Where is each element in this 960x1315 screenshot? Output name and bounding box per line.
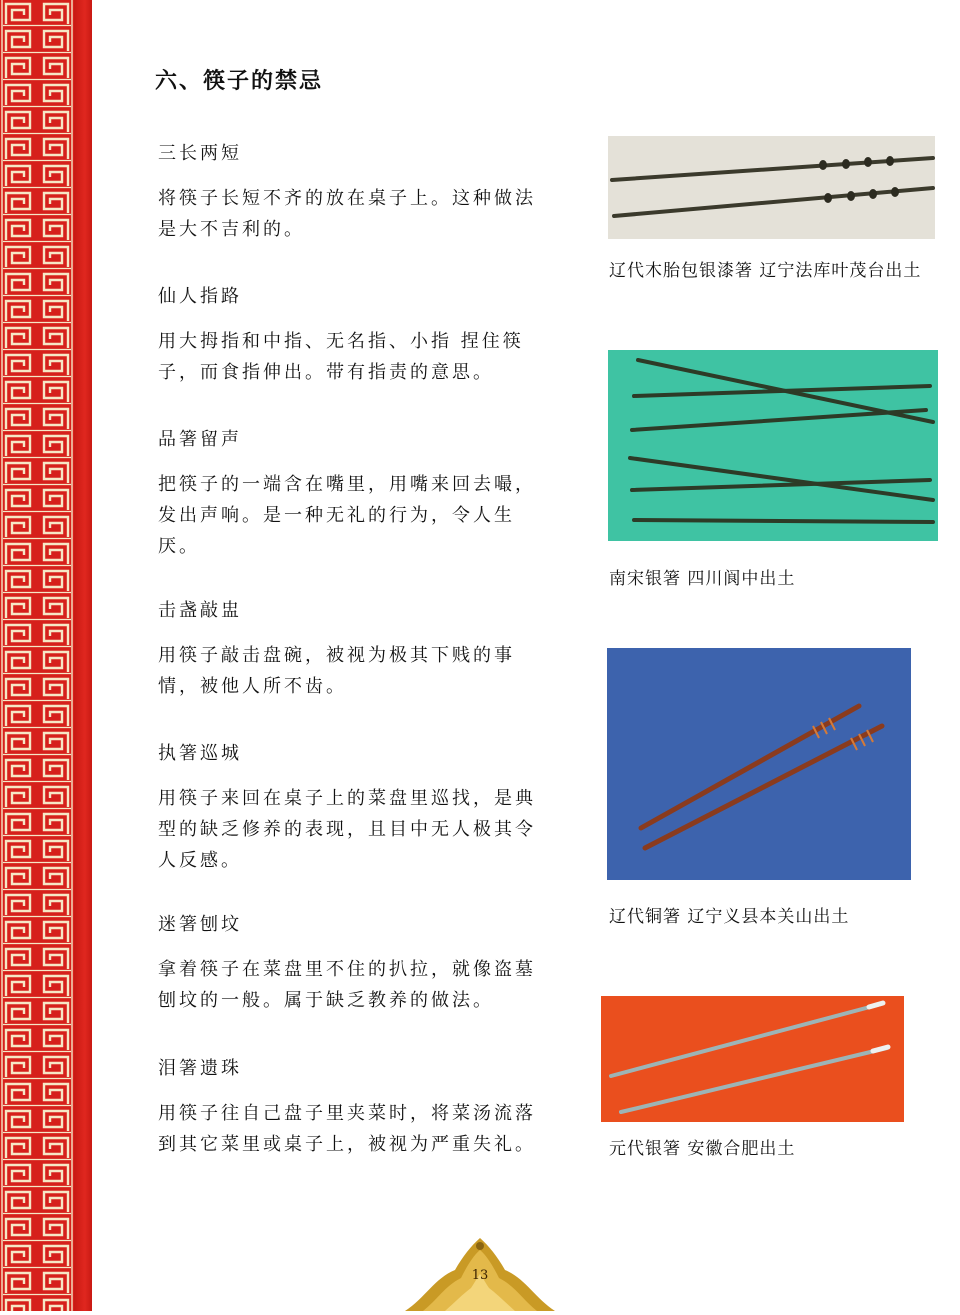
photo-caption: 元代银箸 安徽合肥出土 [609, 1139, 796, 1159]
desc-line: 子，而食指伸出。带有指责的意思。 [158, 362, 494, 383]
taboo-item [158, 1054, 543, 1160]
desc-line: 到其它菜里或桌子上，被视为严重失礼。 [158, 1134, 536, 1155]
photo-song-silver-chopsticks [608, 350, 938, 541]
taboo-item [158, 910, 543, 1016]
desc-line: 拿着筷子在菜盘里不住的扒拉，就像盗墓 [158, 959, 536, 980]
taboo-name: 执箸巡城 [158, 743, 242, 764]
taboo-name: 迷箸刨坟 [158, 914, 242, 935]
desc-line: 用大拇指和中指、无名指、小指 捏住筷 [158, 331, 524, 352]
taboo-description [158, 1098, 543, 1160]
photo-caption: 辽代铜箸 辽宁义县本关山出土 [609, 907, 850, 927]
taboo-name: 仙人指路 [158, 286, 242, 307]
taboo-item [158, 282, 543, 388]
taboo-item [158, 596, 543, 702]
desc-line: 厌。 [158, 536, 200, 557]
photo-caption: 南宋银箸 四川阆中出土 [609, 569, 796, 589]
taboo-name: 三长两短 [158, 143, 242, 164]
desc-line: 用筷子来回在桌子上的菜盘里巡找，是典 [158, 788, 536, 809]
greek-key-pattern [0, 0, 74, 1311]
desc-line: 是大不吉利的。 [158, 219, 305, 240]
taboo-description [158, 326, 543, 388]
photo-liao-bronze-chopsticks [607, 648, 911, 880]
taboo-name: 品箸留声 [158, 429, 242, 450]
desc-line: 刨坟的一般。属于缺乏教养的做法。 [158, 990, 494, 1011]
taboo-name: 击盏敲盅 [158, 600, 242, 621]
taboo-description [158, 183, 543, 245]
taboo-name: 泪箸遗珠 [158, 1058, 242, 1079]
taboo-item [158, 425, 543, 562]
desc-line: 用筷子往自己盘子里夹菜时，将菜汤流落 [158, 1103, 536, 1124]
taboo-description [158, 954, 543, 1016]
desc-line: 情，被他人所不齿。 [158, 676, 347, 697]
decorative-border [0, 0, 92, 1311]
desc-line: 将筷子长短不齐的放在桌子上。这种做法 [158, 188, 536, 209]
taboo-item [158, 139, 543, 245]
page-title: 六、筷子的禁忌 [155, 69, 324, 94]
desc-line: 把筷子的一端含在嘴里，用嘴来回去嘬， [158, 474, 536, 495]
photo-liao-lacquer-chopsticks [608, 136, 935, 239]
photo-caption: 辽代木胎包银漆箸 辽宁法库叶茂台出土 [609, 261, 922, 281]
taboo-description [158, 640, 543, 702]
border-inner-band [74, 0, 92, 1311]
taboo-description [158, 469, 543, 562]
desc-line: 发出声响。是一种无礼的行为，令人生 [158, 505, 515, 526]
desc-line: 型的缺乏修养的表现，且目中无人极其令 [158, 819, 536, 840]
desc-line: 人反感。 [158, 850, 242, 871]
desc-line: 用筷子敲击盘碗，被视为极其下贱的事 [158, 645, 515, 666]
page-number: 13 [471, 1268, 489, 1283]
taboo-item [158, 739, 543, 876]
taboo-description [158, 783, 543, 876]
photo-yuan-silver-chopsticks [601, 996, 904, 1122]
